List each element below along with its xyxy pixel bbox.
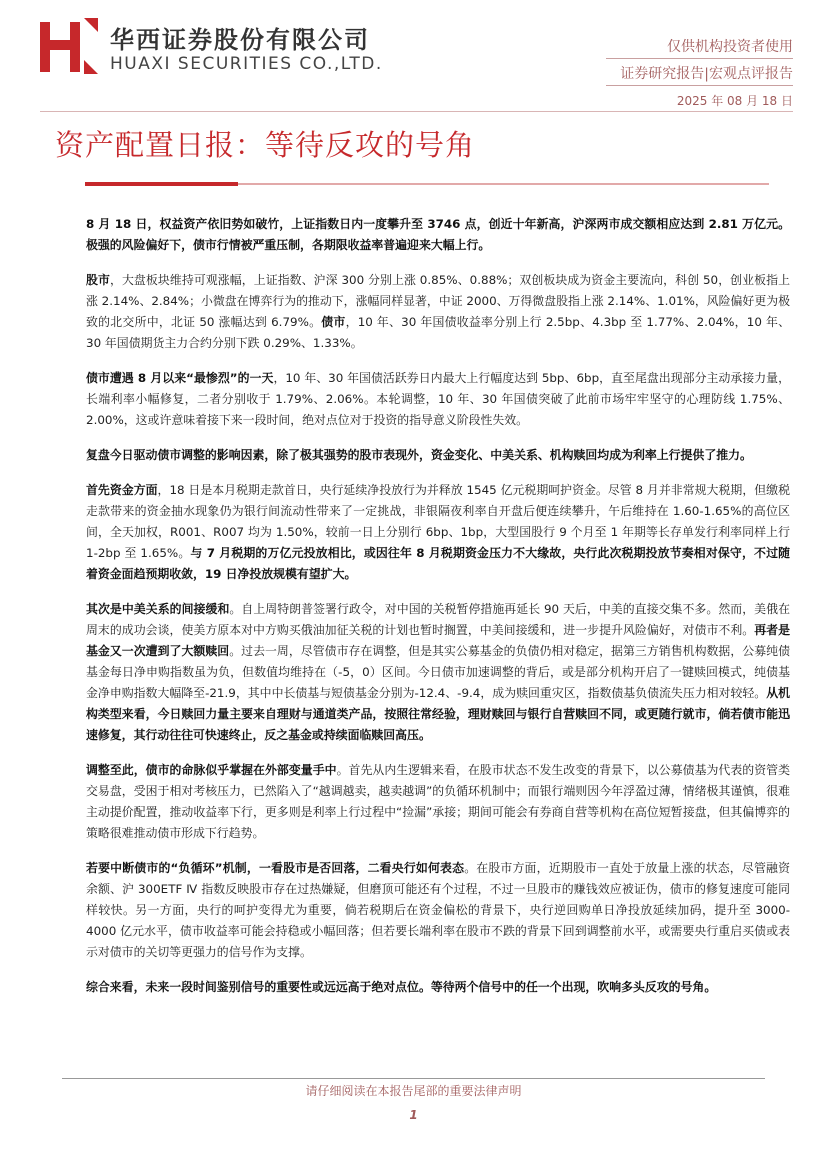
bold-text: 股市 bbox=[86, 273, 110, 287]
body-paragraph bbox=[86, 270, 790, 354]
bold-text: 债市遭遇 8 月以来“最惨烈”的一天 bbox=[86, 371, 274, 385]
body-text: ，10 年、30 年国债活跃券日内最大上行幅度达到 5bp、6bp，直至尾盘出现部分主动承接力量，长端利率小幅修复，二者分别收于 1.79%、2.06%。本轮调整，10 年、30 年国债突破了此前市场牢牢坚守的心理防线 1.75%、2.00%，这或许意味着接下来一段时间，绝对点位对于投资的指导意义阶段性失效。 bbox=[86, 371, 790, 427]
body-paragraph bbox=[86, 858, 790, 963]
bold-text: 复盘今日驱动债市调整的影响因素，除了极其强势的股市表现外，资金变化、中美关系、机构赎回均成为利率上行提供了推力。 bbox=[86, 448, 752, 462]
bold-text: 从机构类型来看，今日赎回力量主要来自理财与通道类产品，按照往常经验，理财赎回与银行自营赎回不同，或更随行就市，倘若债市能迅速修复，其行动往往可快速终止，反之基金或持续面临赎回高压。 bbox=[86, 686, 790, 742]
header-divider bbox=[606, 58, 793, 59]
body-text: 。过去一周，尽管债市存在调整，但是其实公募基金的负债仍相对稳定，据第三方销售机构数据，公募纯债基金每日净申购指数虽为负，但数值均维持在（-5，0）区间。今日债市加速调整的背后，或是部分机构开启了一键赎回模式，纯债基金净申购指数大幅降至-21.9，其中中长债基与短债基金分别为-12.4、-9.4，成为赎回重灾区，指数债基负债流失压力相对较轻。 bbox=[86, 644, 790, 700]
header-divider bbox=[606, 85, 793, 86]
bold-text: 债市 bbox=[321, 315, 346, 329]
body-text: 。自上周特朗普签署行政令，对中国的关税暂停措施再延长 90 天后，中美的直接交集不多。然而，美俄在周末的成功会谈，使美方原本对中方购买俄油加征关税的计划也暂时搁置，中美间接缓和，进一步提升风险偏好，对债市不利。 bbox=[86, 602, 790, 637]
report-type-tag: 证券研究报告|宏观点评报告 bbox=[620, 66, 793, 82]
body-text: ，10 年、30 年国债收益率分别上行 2.5bp、4.3bp 至 1.77%、2.04%，10 年、30 年国债期货主力合约分别下跌 0.29%、1.33%。 bbox=[86, 315, 790, 350]
company-name-en: HUAXI SECURITIES CO.,LTD. bbox=[110, 54, 383, 74]
report-date: 2025 年 08 月 18 日 bbox=[676, 94, 793, 108]
huaxi-logo-icon bbox=[40, 18, 98, 74]
body-text: ，大盘板块维持可观涨幅，上证指数、沪深 300 分别上涨 0.85%、0.88%；双创板块成为资金主要流向，科创 50，创业板指上涨 2.14%、2.84%；小微盘在博弈行为的推动下，涨幅同样显著，中证 2000、万得微盘股指上涨 2.14%、1.01%，风险偏好更为极致的北交所中，北证 50 涨幅达到 6.79%。 bbox=[86, 273, 790, 329]
title-accent-bar bbox=[85, 182, 238, 186]
bold-text: 再者是基金又一次遭到了大额赎回 bbox=[86, 623, 790, 658]
body-paragraph bbox=[86, 599, 790, 746]
bold-text: 若要中断债市的“负循环”机制，一看股市是否回落，二看央行如何表态 bbox=[86, 861, 465, 875]
bold-text: 综合来看，未来一段时间鉴别信号的重要性或远远高于绝对点位。等待两个信号中的任一个出现，吹响多头反攻的号角。 bbox=[86, 980, 717, 994]
body-text: 。首先从内生逻辑来看，在股市状态不发生改变的背景下，以公募债基为代表的资管类交易盘，受困于相对考核压力，已然陷入了“越调越卖，越卖越调”的负循环机制中；而银行端则因今年浮盈过薄，情绪极其谨慎，很难主动提价配置，推动收益率下行，更多则是利率上行过程中“捡漏”承接；期间可能会有券商自营等机构在高位短暂接盘，但其偏博弈的策略很难推动债市形成下行趋势。 bbox=[86, 763, 790, 840]
company-name-cn: 华西证券股份有限公司 bbox=[110, 26, 370, 54]
bold-text: 与 7 月税期的万亿元投放相比，或因往年 8 月税期资金压力不大缘故，央行此次税期投放节奏相对保守，不过随着资金面趋预期收敛，19 日净投放规模有望扩大。 bbox=[86, 546, 791, 581]
bold-text: 调整至此，债市的命脉似乎掌握在外部变量手中 bbox=[86, 763, 337, 777]
body-paragraph bbox=[86, 368, 790, 431]
footer-divider bbox=[62, 1078, 765, 1079]
body-paragraph bbox=[86, 480, 790, 585]
page-number: 1 bbox=[409, 1108, 418, 1122]
report-title: 资产配置日报：等待反攻的号角 bbox=[55, 128, 476, 162]
body-paragraph bbox=[86, 445, 790, 466]
body-paragraph bbox=[86, 977, 790, 998]
report-body bbox=[86, 214, 790, 1012]
body-text: ，18 日是本月税期走款首日，央行延续净投放行为并释放 1545 亿元税期呵护资金。尽管 8 月并非常规大税期，但缴税走款带来的资金抽水现象仍为银行间流动性带来了一定挑战，非银隔夜利率自开盘后便连续攀升，午后维持在 1.60-1.65%的高位区间，全天加权，R001、R007 均为 1.50%，较前一日上分别行 6bp、1bp，大型国股行 9 个月至 1 年期等长存单发行利率同样上行 1-2bp 至 1.65%。 bbox=[86, 483, 790, 560]
legal-disclaimer: 请仔细阅读在本报告尾部的重要法律声明 bbox=[305, 1084, 522, 1098]
header-rule bbox=[40, 111, 793, 112]
institutional-only-tag: 仅供机构投资者使用 bbox=[667, 39, 793, 55]
title-underline bbox=[238, 183, 769, 185]
bold-text: 8 月 18 日，权益资产依旧势如破竹，上证指数日内一度攀升至 3746 点，创近十年新高，沪深两市成交额相应达到 2.81 万亿元。极强的风险偏好下，债市行情被严重压制，各期限收益率普遍迎来大幅上行。 bbox=[86, 217, 790, 252]
body-text: 。在股市方面，近期股市一直处于放量上涨的状态，尽管融资余额、沪 300ETF Ⅳ 指数反映股市存在过热嫌疑，但磨顶可能还有个过程，不过一旦股市的赚钱效应被证伪，债市的修复速度可能同样较快。另一方面，央行的呵护变得尤为重要，倘若税期后在资金偏松的背景下，央行逆回购单日净投放延续加码，提升至 3000-4000 亿元水平，债市收益率可能会持稳或小幅回落；但若要长端利率在股市不跌的背景下回到调整前水平，或需要央行重启买债或表示对债市的关切等更强力的信号作为支撑。 bbox=[86, 861, 790, 959]
body-paragraph bbox=[86, 760, 790, 844]
bold-text: 其次是中美关系的间接缓和 bbox=[86, 602, 230, 616]
body-paragraph bbox=[86, 214, 790, 256]
bold-text: 首先资金方面 bbox=[86, 483, 158, 497]
